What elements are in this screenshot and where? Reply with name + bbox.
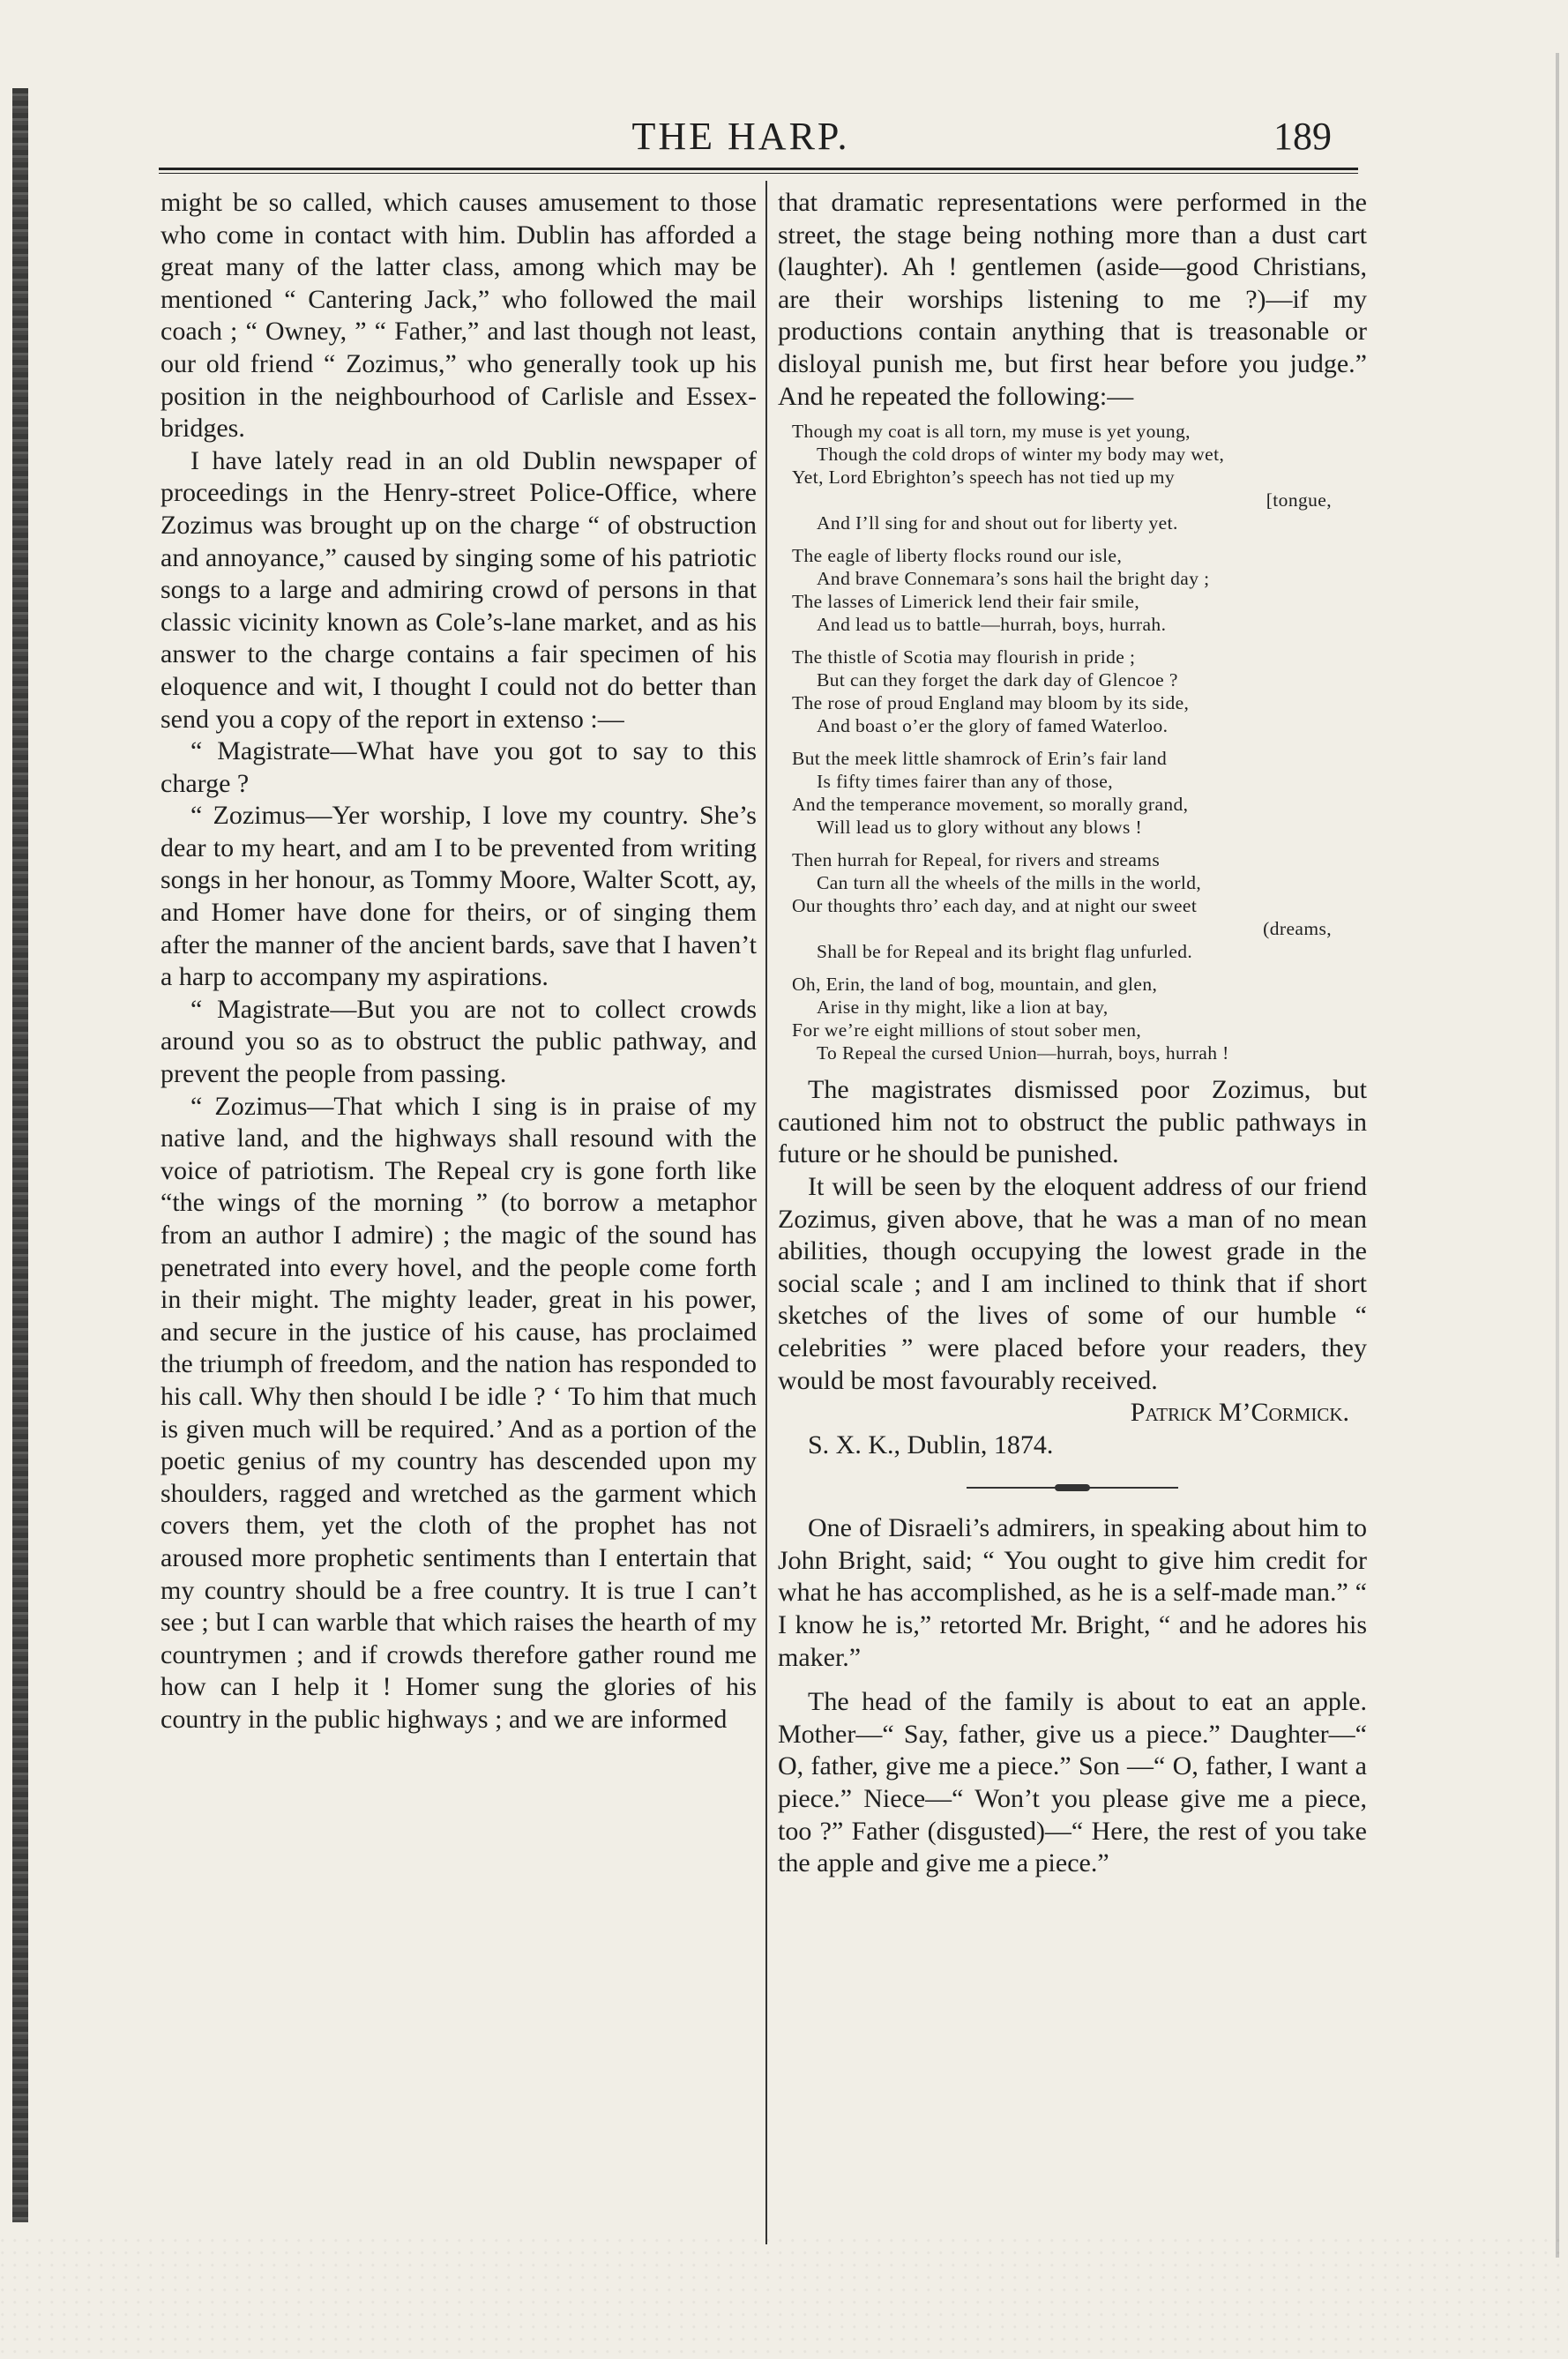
- paragraph: might be so called, which causes amusement to those who come in contact with him. Dublin has afforded a great many of the latter class, among which may be mentioned “ Cantering Jack,” who followed the mail coach ; “ Owney, ” “ Father,” and last though not least, our old friend “ Zozimus,” who generally took up his position in the neighbourhood of Carlisle and Essex-bridges.: [161, 188, 757, 444]
- poem-line: Though my coat is all torn, my muse is yet young,: [792, 421, 1191, 443]
- paragraph: One of Disraeli’s admirers, in speaking about him to John Bright, said; “ You ought to give him credit for what he has accomplished, as he is a self-made man.” “ I know he is,” retorted Mr. Bright, “ and he adores his maker.”: [778, 1513, 1367, 1672]
- poem-stanza: [792, 544, 1367, 636]
- poem-line: Our thoughts thro’ each day, and at night our sweet: [792, 895, 1198, 917]
- poem-line: The eagle of liberty flocks round our isle,: [792, 545, 1123, 567]
- paragraph: “ Magistrate—What have you got to say to this charge ?: [161, 736, 757, 798]
- paragraph: It will be seen by the eloquent address of our friend Zozimus, given above, that he was a man of no mean abilities, though occupying the lowest grade in the social scale ; and I am inclined to think that if short sketches of the lives of some of our humble “ celebrities ” were placed before your readers, they would be most favourably received.: [778, 1171, 1367, 1395]
- page-edge: [1556, 53, 1559, 2258]
- paragraph: “ Zozimus—Yer worship, I love my country. She’s dear to my heart, and am I to be prevented from writing songs in her honour, as Tommy Moore, Walter Scott, ay, and Homer have done for theirs, or of singing them after the manner of the ancient bards, save that I haven’t a harp to accompany my aspirations.: [161, 801, 757, 992]
- poem-line: And I’ll sing for and shout out for liberty yet.: [817, 512, 1178, 534]
- paper-texture: [0, 2236, 1568, 2359]
- poem-line: And boast o’er the glory of famed Waterloo.: [817, 715, 1169, 737]
- page-number: 189: [1273, 115, 1332, 158]
- header-rule: [159, 168, 1358, 174]
- poem-line: Yet, Lord Ebrighton’s speech has not tied up my: [792, 467, 1176, 489]
- poem-stanza: [792, 420, 1367, 534]
- poem-line: Is fifty times fairer than any of those,: [817, 771, 1114, 793]
- author-signature: Patrick M’Cormick.: [1130, 1398, 1349, 1428]
- poem-stanza: [792, 848, 1367, 963]
- paragraph: I have lately read in an old Dublin newspaper of proceedings in the Henry-street Police-Office, where Zozimus was brought up on the charge “ of obstruction and annoyance,” caused by singing some of his patriotic songs to a large and admiring crowd of persons in that classic vicinity known as Cole’s-lane market, and as his answer to the charge contains a fair specimen of his eloquence and wit, I thought I could not do better than send you a copy of the report in extenso :—: [161, 445, 757, 734]
- poem-line: The lasses of Limerick lend their fair smile,: [792, 591, 1140, 613]
- poem-stanza: [792, 747, 1367, 839]
- poem-line: Oh, Erin, the land of bog, mountain, and glen,: [792, 974, 1158, 996]
- paragraph: that dramatic representations were performed in the street, the stage being nothing more than a dust cart (laughter). Ah ! gentlemen (aside—good Christians, are their worships listening to me ?)—if my productions contain anything that is treasonable or disloyal punish me, but first hear before you judge.” And he repeated the following:—: [778, 188, 1367, 411]
- poem-line: The thistle of Scotia may flourish in pride ;: [792, 646, 1136, 668]
- poem: [792, 420, 1367, 1064]
- poem-line: And lead us to battle—hurrah, boys, hurrah.: [817, 614, 1167, 636]
- paragraph: “ Magistrate—But you are not to collect crowds around you so as to obstruct the public pathway, and prevent the people from passing.: [161, 994, 757, 1089]
- section-divider: [967, 1484, 1178, 1491]
- page-header: [159, 110, 1332, 163]
- poem-line: (dreams,: [1263, 918, 1332, 940]
- poem-stanza: [792, 973, 1367, 1064]
- left-column: [161, 187, 757, 1736]
- poem-stanza: [792, 646, 1367, 737]
- poem-line: And the temperance movement, so morally grand,: [792, 794, 1189, 816]
- running-title: THE HARP.: [631, 115, 850, 158]
- dateline: S. X. K., Dublin, 1874.: [808, 1430, 1054, 1459]
- paragraph: The magistrates dismissed poor Zozimus, but cautioned him not to obstruct the public pathways in future or he should be punished.: [778, 1075, 1367, 1169]
- poem-line: Shall be for Repeal and its bright flag unfurled.: [817, 941, 1193, 963]
- poem-line: And brave Connemara’s sons hail the bright day ;: [817, 568, 1210, 590]
- poem-line: But the meek little shamrock of Erin’s fair land: [792, 748, 1168, 770]
- poem-line: Will lead us to glory without any blows !: [817, 817, 1143, 839]
- right-column: [778, 187, 1367, 1880]
- binding-spine: [12, 88, 28, 2222]
- poem-line: Though the cold drops of winter my body may wet,: [817, 444, 1225, 466]
- poem-line: Arise in thy might, like a lion at bay,: [817, 997, 1109, 1019]
- poem-line: To Repeal the cursed Union—hurrah, boys, hurrah !: [817, 1042, 1229, 1064]
- paragraph: The head of the family is about to eat an apple. Mother—“ Say, father, give us a piece.” Daughter—“ O, father, give me a piece.” Son —“ O, father, I want a piece.” Niece—“ Won’t you please give me a piece, too ?” Father (disgusted)—“ Here, the rest of you take the apple and give me a piece.”: [778, 1687, 1367, 1878]
- poem-line: For we’re eight millions of stout sober men,: [792, 1019, 1142, 1041]
- column-divider: [765, 181, 767, 2244]
- poem-line: But can they forget the dark day of Glencoe ?: [817, 669, 1178, 691]
- paragraph: “ Zozimus—That which I sing is in praise of my native land, and the highways shall resound with the voice of patriotism. The Repeal cry is gone forth like “the wings of the morning ” (to borrow a metaphor from an author I admire) ; the magic of the sound has penetrated into every hovel, and the people come forth in their might. The mighty leader, great in his power, and secure in the justice of his cause, has proclaimed the triumph of freedom, and the nation has responded to his call. Why then should I be idle ? ‘ To him that much is given much will be required.’ And as a portion of the poetic genius of my country has descended upon my shoulders, ragged and wretched as the garment which covers them, yet the cloth of the prophet has not aroused more prophetic sentiments than I entertain that my country should be a free country. It is true I can’t see ; but I can warble that which raises the hearth of my countrymen ; and if crowds therefore gather round me how can I help it ! Homer sung the glories of his country in the public highways ; and we are informed: [161, 1091, 757, 1734]
- poem-line: Can turn all the wheels of the mills in the world,: [817, 872, 1202, 894]
- poem-line: The rose of proud England may bloom by its side,: [792, 692, 1190, 714]
- poem-line: Then hurrah for Repeal, for rivers and streams: [792, 849, 1161, 871]
- poem-line: [tongue,: [1266, 489, 1332, 511]
